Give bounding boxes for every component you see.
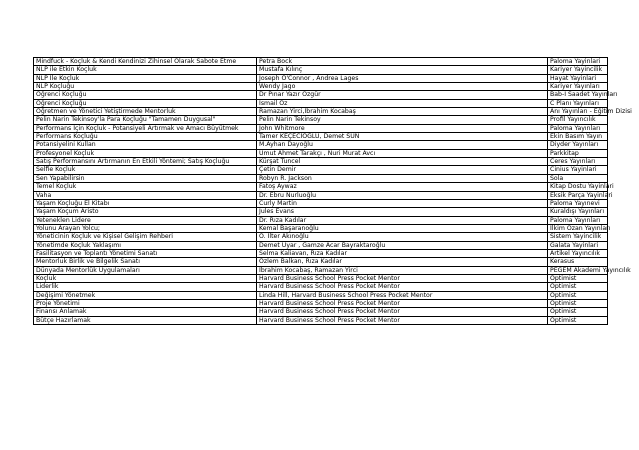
table-row <box>34 58 608 66</box>
book-author-cell: Harvard Business School Press Pocket Mentor <box>257 308 548 316</box>
book-author-cell: Joseph O'Connor , Andrea Lages <box>257 74 548 82</box>
book-publisher-cell: Anı Yayınları - Eğitim Dizisi <box>548 108 608 116</box>
book-author-cell: Curly Martin <box>257 199 548 207</box>
book-author-cell: Dr Pınar Yazır Özgür <box>257 91 548 99</box>
book-publisher-cell: Optimist <box>548 308 608 316</box>
table-row <box>34 74 608 82</box>
book-publisher-cell: Optimist <box>548 299 608 307</box>
table-row <box>34 91 608 99</box>
book-author-cell: Petra Bock <box>257 58 548 66</box>
book-author-cell: Umut Ahmet Tarakçı , Nuri Murat Avcı <box>257 149 548 157</box>
book-publisher-cell: Paloma Yayinlari <box>548 58 608 66</box>
book-title-cell: Fasilitasyon ve Toplantı Yönetimi Sanatı <box>34 249 257 257</box>
book-publisher-cell: Bab-I Saadet Yayınları <box>548 91 608 99</box>
book-author-cell: Özlem Balkan, Rıza Kadılar <box>257 258 548 266</box>
table-row <box>34 66 608 74</box>
book-author-cell: Harvard Business School Press Pocket Mentor <box>257 316 548 324</box>
table-row <box>34 216 608 224</box>
book-publisher-cell: Galata Yayinlari <box>548 241 608 249</box>
book-title-cell: Bütçe Hazırlamak <box>34 316 257 324</box>
book-title-cell: Yeteneklen Lidere <box>34 216 257 224</box>
book-author-cell: Fatoş Aywaz <box>257 183 548 191</box>
book-author-cell: İbrahim Kocabaş, Ramazan Yirci <box>257 266 548 274</box>
book-title-cell: Koçluk <box>34 274 257 282</box>
book-publisher-cell: Hayat Yayinlari <box>548 74 608 82</box>
table-row <box>34 208 608 216</box>
table-row <box>34 283 608 291</box>
table-row <box>34 241 608 249</box>
book-publisher-cell: Kuraldışı Yayınları <box>548 208 608 216</box>
book-title-cell: Performans Koçluğu <box>34 133 257 141</box>
table-row <box>34 233 608 241</box>
book-author-cell: John Whitmore <box>257 124 548 132</box>
book-publisher-cell: Kerasus <box>548 258 608 266</box>
book-author-cell: Mustafa Kılınç <box>257 66 548 74</box>
book-publisher-cell: Artikel Yayıncılık <box>548 249 608 257</box>
book-publisher-cell: PEGEM Akademi Yayıncılık <box>548 266 608 274</box>
table-row <box>34 108 608 116</box>
table-row <box>34 199 608 207</box>
book-author-cell: Çetin Demir <box>257 166 548 174</box>
table-row <box>34 116 608 124</box>
book-publisher-cell: Kariyer Yayınları <box>548 83 608 91</box>
book-publisher-cell: Kariyer Yayincilik <box>548 66 608 74</box>
book-author-cell: Wendy Jago <box>257 83 548 91</box>
table-row <box>34 308 608 316</box>
book-publisher-cell: Ceres Yayınları <box>548 158 608 166</box>
book-title-cell: Finansı Anlamak <box>34 308 257 316</box>
book-list-table <box>33 57 632 325</box>
book-title-cell: NLP İle Koçluk <box>34 74 257 82</box>
book-author-cell: Robyn R. Jackson <box>257 174 548 182</box>
table-row <box>34 191 608 199</box>
book-author-cell: İsmail Öz <box>257 99 548 107</box>
table-row <box>34 133 608 141</box>
table-row <box>34 166 608 174</box>
book-title-cell: Dünyada Mentorlük Uygulamaları <box>34 266 257 274</box>
table-row <box>34 266 608 274</box>
table-row <box>34 124 608 132</box>
book-author-cell: Dr. Ebru Nurluoğlu <box>257 191 548 199</box>
book-publisher-cell: Optimist <box>548 274 608 282</box>
book-title-cell: Mentorluk Birlik ve Bilgelik Sanatı <box>34 258 257 266</box>
book-title-cell: Yolunu Arayan Yolcu; <box>34 224 257 232</box>
table-row <box>34 291 608 299</box>
book-publisher-cell: Ekin Basım Yayın <box>548 133 608 141</box>
table-row <box>34 249 608 257</box>
book-author-cell: Selma Kaliavan, Rıza Kadılar <box>257 249 548 257</box>
book-author-cell: M.Ayhan Dayoğlu <box>257 141 548 149</box>
book-title-cell: Mindfuck - Koçluk & Kendi Kendinizi Zihinsel Olarak Sabote Etme <box>34 58 257 66</box>
book-author-cell: Dr. Rıza Kadılar <box>257 216 548 224</box>
book-publisher-cell: Kitap Dostu Yayinlari <box>548 183 608 191</box>
book-title-cell: NLP ile Etkin Koçluk <box>34 66 257 74</box>
book-title-cell: Selfie Koçluk <box>34 166 257 174</box>
book-author-cell: Pelin Narin Tekinsoy <box>257 116 548 124</box>
book-author-cell: Harvard Business School Press Pocket Mentor <box>257 274 548 282</box>
book-title-cell: Yaşam Koçluğu El Kitabı <box>34 199 257 207</box>
table-row <box>34 274 608 282</box>
table-row <box>34 99 608 107</box>
book-publisher-cell: Sistem Yayincilik <box>548 233 608 241</box>
book-publisher-cell: Parkkitap <box>548 149 608 157</box>
book-title-cell: Proje Yönetimi <box>34 299 257 307</box>
book-publisher-cell: Paloma Yayınevi <box>548 199 608 207</box>
book-publisher-cell: Diyder Yayınları <box>548 141 608 149</box>
book-publisher-cell: Paloma Yayınları <box>548 216 608 224</box>
table-row <box>34 183 608 191</box>
book-title-cell: NLP Koçluğu <box>34 83 257 91</box>
table-row <box>34 174 608 182</box>
book-publisher-cell: Profil Yayıncılık <box>548 116 608 124</box>
book-publisher-cell: Eksik Parça Yayinlari <box>548 191 608 199</box>
book-title-cell: Öğretmen ve Yönetici Yetiştirmede Mentorluk <box>34 108 257 116</box>
book-title-cell: Yaşam Koçum Aristo <box>34 208 257 216</box>
table-row <box>34 83 608 91</box>
book-author-cell: Linda Hill, Harvard Business School Press Pocket Mentor <box>257 291 548 299</box>
book-author-cell: Jules Evans <box>257 208 548 216</box>
book-title-cell: Satış Performansını Artırmanın En Etkili Yöntemi; Satış Koçluğu <box>34 158 257 166</box>
book-title-cell: Profesyonel Koçluk <box>34 149 257 157</box>
book-publisher-cell: Optimist <box>548 316 608 324</box>
book-title-cell: Sen Yapabilirsin <box>34 174 257 182</box>
book-title-cell: Pelin Narin Tekinsoy'la Para Koçluğu "Tamamen Duygusal" <box>34 116 257 124</box>
book-publisher-cell: C Planı Yayınları <box>548 99 608 107</box>
book-author-cell: Harvard Business School Press Pocket Mentor <box>257 299 548 307</box>
book-title-cell: Performans İçin Koçluk - Potansiyeli Artırmak ve Amacı Büyütmek <box>34 124 257 132</box>
book-title-cell: Liderlik <box>34 283 257 291</box>
book-author-cell: Ramazan Yirci,İbrahim Kocabaş <box>257 108 548 116</box>
book-author-cell: Kemal Başaranoğlu <box>257 224 548 232</box>
book-author-cell: Tamer KEÇECİOĞLU, Demet SUN <box>257 133 548 141</box>
book-author-cell: Harvard Business School Press Pocket Mentor <box>257 283 548 291</box>
book-publisher-cell: Cinius Yayinlari <box>548 166 608 174</box>
book-list-body <box>34 58 632 325</box>
book-title-cell: Yöneticinin Koçluk ve Kişisel Gelişim Rehberi <box>34 233 257 241</box>
table-row <box>34 316 608 324</box>
book-title-cell: Öğrenci Koçluğu <box>34 91 257 99</box>
book-publisher-cell: İlkim Ozan Yayınları <box>548 224 608 232</box>
table-row <box>34 149 608 157</box>
book-title-cell: Vaha <box>34 191 257 199</box>
book-title-cell: Temel Koçluk <box>34 183 257 191</box>
table-row <box>34 158 608 166</box>
book-publisher-cell: Optimist <box>548 291 608 299</box>
book-publisher-cell: Paloma Yayınları <box>548 124 608 132</box>
book-publisher-cell: Optimist <box>548 283 608 291</box>
table-row <box>34 141 608 149</box>
table-row <box>34 224 608 232</box>
book-author-cell: Kürşat Tuncel <box>257 158 548 166</box>
book-author-cell: O. İlter Akınoğlu <box>257 233 548 241</box>
book-title-cell: Yönetimde Koçluk Yaklaşımı <box>34 241 257 249</box>
book-title-cell: Öğrenci Koçluğu <box>34 99 257 107</box>
book-title-cell: Potansiyelini Kullan <box>34 141 257 149</box>
book-title-cell: Değişimi Yönetmek <box>34 291 257 299</box>
book-author-cell: Demet Uyar , Gamze Acar Bayraktaroğlu <box>257 241 548 249</box>
book-publisher-cell: Sola <box>548 174 608 182</box>
table-row <box>34 258 608 266</box>
table-row <box>34 299 608 307</box>
